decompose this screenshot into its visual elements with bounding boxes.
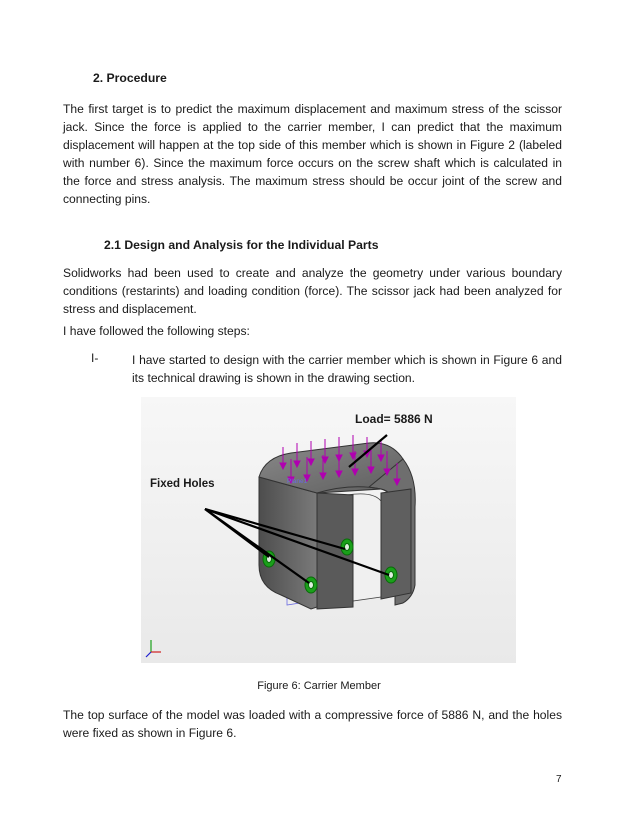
figure-image bbox=[141, 397, 516, 663]
list-item: I have started to design with the carrier member which is shown in Figure 6 and its technical drawing is shown in the drawing section. bbox=[132, 353, 562, 385]
subsection-heading: 2.1 Design and Analysis for the Individual Parts bbox=[104, 238, 379, 252]
figure-caption: Figure 6: Carrier Member bbox=[257, 680, 381, 692]
steps-intro: I have followed the following steps: bbox=[63, 324, 250, 338]
load-label: Load= 5886 N bbox=[355, 412, 433, 426]
section-heading: 2. Procedure bbox=[93, 71, 167, 85]
closing-paragraph: The top surface of the model was loaded with a compressive force of 5886 N, and the holes were fixed as shown in Figure 6. bbox=[63, 708, 562, 740]
plane-label: Plane1 bbox=[287, 478, 308, 485]
page-number: 7 bbox=[556, 774, 562, 785]
procedure-paragraph: The first target is to predict the maximum displacement and maximum stress of the scissor jack. Since the force is applied to the carrier member, I can predict that the maximum displacement will happen at the top side of this member which is shown in Figure 2 (labeled with number 6). Since the maximum force occurs on the screw shaft which is calculated in the force and stress analysis. The maximum stress should be occur joint of the screw and connecting pins. bbox=[63, 102, 562, 206]
carrier-member-figure bbox=[141, 397, 516, 663]
solidworks-paragraph: Solidworks had been used to create and analyze the geometry under various boundary conditions (restarints) and loading condition (force). The scissor jack had been analyzed for stress and displacement. bbox=[63, 266, 562, 316]
fixed-holes-label: Fixed Holes bbox=[150, 478, 215, 490]
list-marker: I- bbox=[91, 351, 99, 365]
